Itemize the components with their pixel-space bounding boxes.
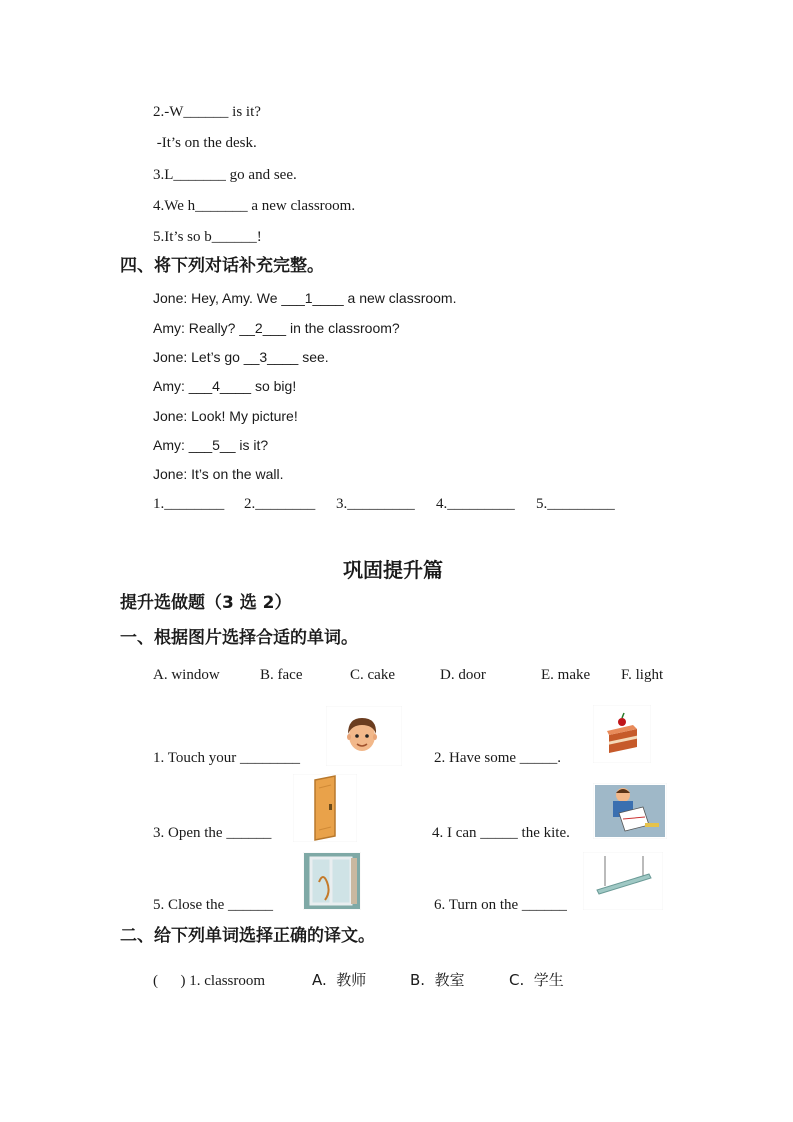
dialogue-line: Jone: Let’s go __3____ see. [153, 349, 329, 365]
dialogue-line: Amy: Really? __2___ in the classroom? [153, 320, 400, 336]
question-3: 3.L_______ go and see. [153, 167, 297, 183]
option-b: B. face [260, 667, 303, 683]
answer-blank-1: 1.________ [153, 496, 225, 512]
option-f: F. light [621, 667, 664, 683]
option-c: C. cake [350, 667, 395, 683]
answer-blank-2: 2.________ [244, 496, 316, 512]
picture-question-1: 1. Touch your ________ [153, 750, 300, 766]
part-1-heading: 一、根据图片选择合适的单词。 [120, 628, 358, 648]
picture-question-6: 6. Turn on the ______ [434, 897, 567, 913]
cake-icon [593, 705, 651, 763]
question-2-answer: -It’s on the desk. [153, 135, 257, 151]
section-4-heading: 四、将下列对话补充完整。 [120, 256, 324, 276]
kite-making-icon [593, 783, 667, 839]
window-icon [303, 852, 361, 910]
face-icon [326, 706, 402, 766]
dialogue-line: Jone: Hey, Amy. We ___1____ a new classroom. [153, 290, 457, 306]
choice-option-c: C. 学生 [509, 971, 564, 989]
page-title: 巩固提升篇 [343, 558, 443, 582]
answer-blank-3: 3._________ [336, 496, 415, 512]
dialogue-line: Amy: ___5__ is it? [153, 437, 269, 453]
door-icon [293, 774, 357, 842]
option-a: A. window [153, 667, 220, 683]
question-4: 4.We h_______ a new classroom. [153, 198, 356, 214]
option-e: E. make [541, 667, 591, 683]
picture-question-4: 4. I can _____ the kite. [432, 825, 570, 841]
choice-option-a: A. 教师 [312, 971, 367, 989]
choice-question-1: ( ) 1. classroom [153, 973, 266, 989]
light-tube-icon [583, 852, 663, 910]
subtitle: 提升选做题（3 选 2） [120, 593, 292, 613]
part-2-heading: 二、给下列单词选择正确的译文。 [120, 926, 375, 946]
dialogue-line: Amy: ___4____ so big! [153, 378, 297, 394]
question-2: 2.-W______ is it? [153, 104, 261, 120]
answer-blank-5: 5._________ [536, 496, 615, 512]
dialogue-line: Jone: It’s on the wall. [153, 466, 284, 482]
option-d: D. door [440, 667, 486, 683]
picture-question-5: 5. Close the ______ [153, 897, 273, 913]
picture-question-3: 3. Open the ______ [153, 825, 272, 841]
question-5: 5.It’s so b______! [153, 229, 262, 245]
picture-question-2: 2. Have some _____. [434, 750, 562, 766]
dialogue-line: Jone: Look! My picture! [153, 408, 298, 424]
choice-option-b: B. 教室 [410, 971, 465, 989]
answer-blank-4: 4._________ [436, 496, 515, 512]
